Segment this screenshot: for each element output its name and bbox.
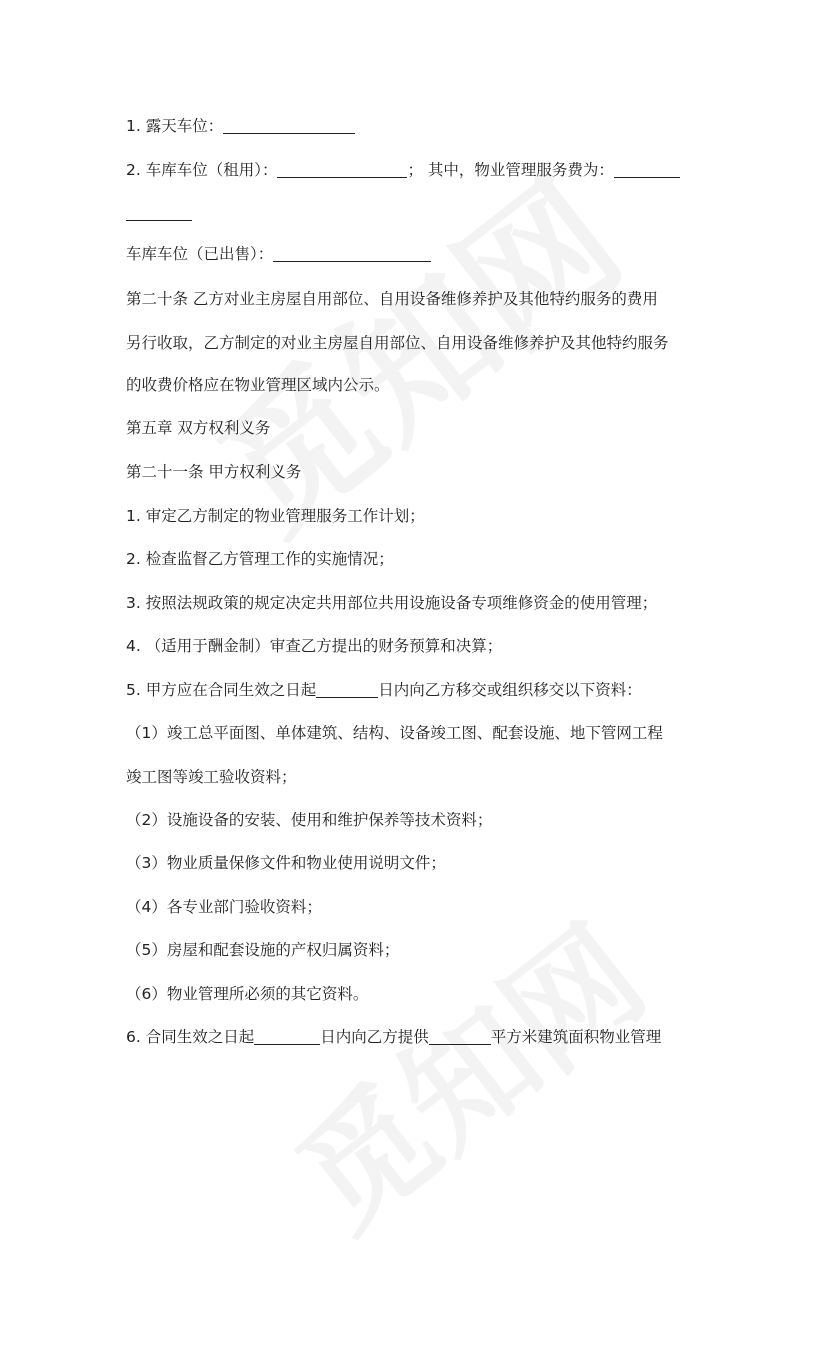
garage-rental-middle-text: ； 其中，物业管理服务费为：: [407, 161, 614, 179]
item-1: 1. 审定乙方制定的物业管理服务工作计划；: [126, 507, 425, 525]
sub-item-4: （4）各专业部门验收资料；: [126, 898, 322, 916]
garage-sold-blank: [273, 245, 431, 262]
item-6-prefix: 6. 合同生效之日起: [126, 1028, 255, 1046]
garage-sold-label: 车库车位（已出售）：: [126, 245, 274, 263]
article-20-line-3: 的收费价格应在物业管理区域内公示。: [126, 376, 390, 394]
item-6: [126, 1027, 661, 1047]
line-garage-rental: [126, 160, 680, 180]
sub-item-3: （3）物业质量保修文件和物业使用说明文件；: [126, 854, 446, 872]
item-3: 3. 按照法规政策的规定决定共用部位共用设施设备专项维修资金的使用管理；: [126, 594, 658, 612]
line-garage-sold: [126, 244, 431, 264]
item-5-prefix: 5. 甲方应在合同生效之日起: [126, 681, 317, 699]
open-air-parking-label: 1. 露天车位：: [126, 117, 224, 135]
garage-rental-label: 2. 车库车位（租用）：: [126, 161, 278, 179]
item-6-area-blank: [429, 1028, 491, 1045]
item-4: 4. （适用于酬金制）审查乙方提出的财务预算和决算；: [126, 637, 503, 655]
garage-rental-blank: [277, 161, 407, 178]
article-21-heading: 第二十一条 甲方权利义务: [126, 463, 302, 481]
line-open-air-parking: [126, 116, 355, 136]
article-20-line-2: 另行收取，乙方制定的对业主房屋自用部位、自用设备维修养护及其他特约服务: [126, 334, 669, 352]
item-2: 2. 检查监督乙方管理工作的实施情况；: [126, 550, 394, 568]
sub-item-2: （2）设施设备的安装、使用和维护保养等技术资料；: [126, 811, 493, 829]
item-6-middle: 日内向乙方提供: [320, 1028, 429, 1046]
sub-item-1-line-2: 竣工图等竣工验收资料；: [126, 768, 297, 786]
open-air-parking-blank: [223, 117, 355, 134]
management-fee-blank-continued: [126, 204, 192, 221]
line-fee-blank-continued: [126, 203, 192, 223]
item-5: [126, 680, 642, 700]
item-5-days-blank: [316, 681, 378, 698]
item-6-suffix: 平方米建筑面积物业管理: [490, 1028, 662, 1046]
item-5-suffix: 日内向乙方移交或组织移交以下资料：: [378, 681, 642, 699]
sub-item-6: （6）物业管理所必须的其它资料。: [126, 985, 369, 1003]
item-6-days-blank: [254, 1028, 320, 1045]
chapter-5-heading: 第五章 双方权利义务: [126, 419, 271, 437]
sub-item-5: （5）房屋和配套设施的产权归属资料；: [126, 941, 400, 959]
article-20-line-1: 第二十条 乙方对业主房屋自用部位、自用设备维修养护及其他特约服务的费用: [126, 290, 658, 308]
sub-item-1-line-1: （1）竣工总平面图、单体建筑、结构、设备竣工图、配套设施、地下管网工程: [126, 724, 663, 742]
management-fee-blank: [614, 161, 680, 178]
